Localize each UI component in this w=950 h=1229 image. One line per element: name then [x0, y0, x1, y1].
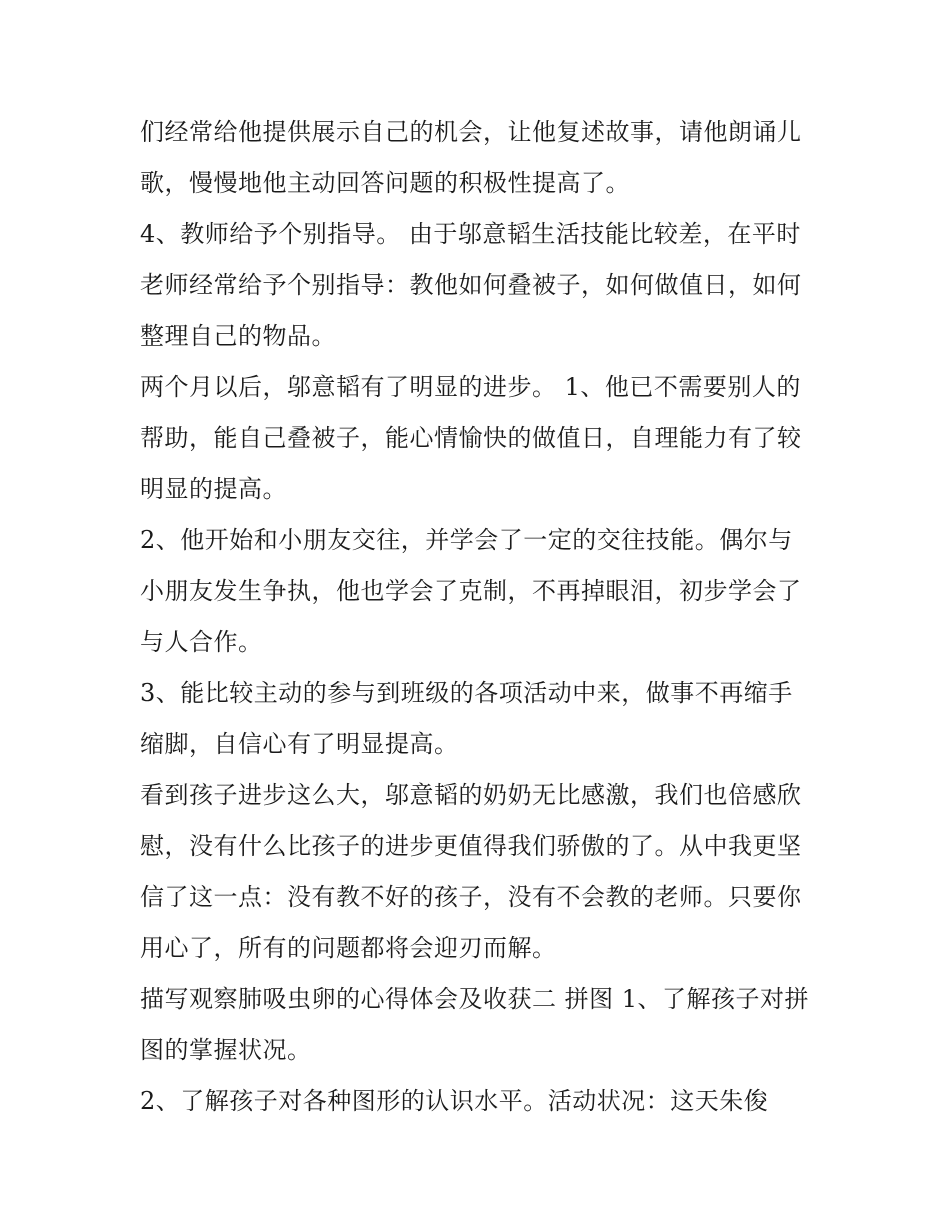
text-line: 信了这一点：没有教不好的孩子，没有不会教的老师。只要你: [140, 883, 802, 911]
text-line: 4、教师给予个别指导。 由于邬意韬生活技能比较差，在平时: [140, 220, 801, 248]
text-line: 帮助，能自己叠被子，能心情愉快的做值日，自理能力有了较: [140, 424, 802, 452]
text-line: 与人合作。: [140, 628, 263, 656]
text-line: 看到孩子进步这么大，邬意韬的奶奶无比感激，我们也倍感欣: [140, 781, 802, 809]
text-line: 慰，没有什么比孩子的进步更值得我们骄傲的了。从中我更坚: [140, 832, 802, 860]
text-line: 歌，慢慢地他主动回答问题的积极性提高了。: [140, 169, 630, 197]
text-line: 描写观察肺吸虫卵的心得体会及收获二 拼图 1、了解孩子对拼: [140, 985, 810, 1013]
text-line: 3、能比较主动的参与到班级的各项活动中来，做事不再缩手: [140, 679, 793, 707]
text-line: 缩脚，自信心有了明显提高。: [140, 730, 459, 758]
text-line: 2、他开始和小朋友交往，并学会了一定的交往技能。偶尔与: [140, 526, 793, 554]
text-line: 整理自己的物品。: [140, 322, 336, 350]
text-line: 2、了解孩子对各种图形的认识水平。活动状况：这天朱俊: [140, 1087, 769, 1115]
text-line: 明显的提高。: [140, 475, 287, 503]
text-line: 图的掌握状况。: [140, 1036, 312, 1064]
document-body: [140, 107, 820, 1127]
text-line: 用心了，所有的问题都将会迎刃而解。: [140, 934, 557, 962]
text-line: 小朋友发生争执，他也学会了克制，不再掉眼泪，初步学会了: [140, 577, 802, 605]
text-line: 两个月以后，邬意韬有了明显的进步。 1、他已不需要别人的: [140, 373, 801, 401]
text-line: 老师经常给予个别指导：教他如何叠被子，如何做值日，如何: [140, 271, 802, 299]
text-line: 们经常给他提供展示自己的机会，让他复述故事，请他朗诵儿: [140, 118, 802, 146]
